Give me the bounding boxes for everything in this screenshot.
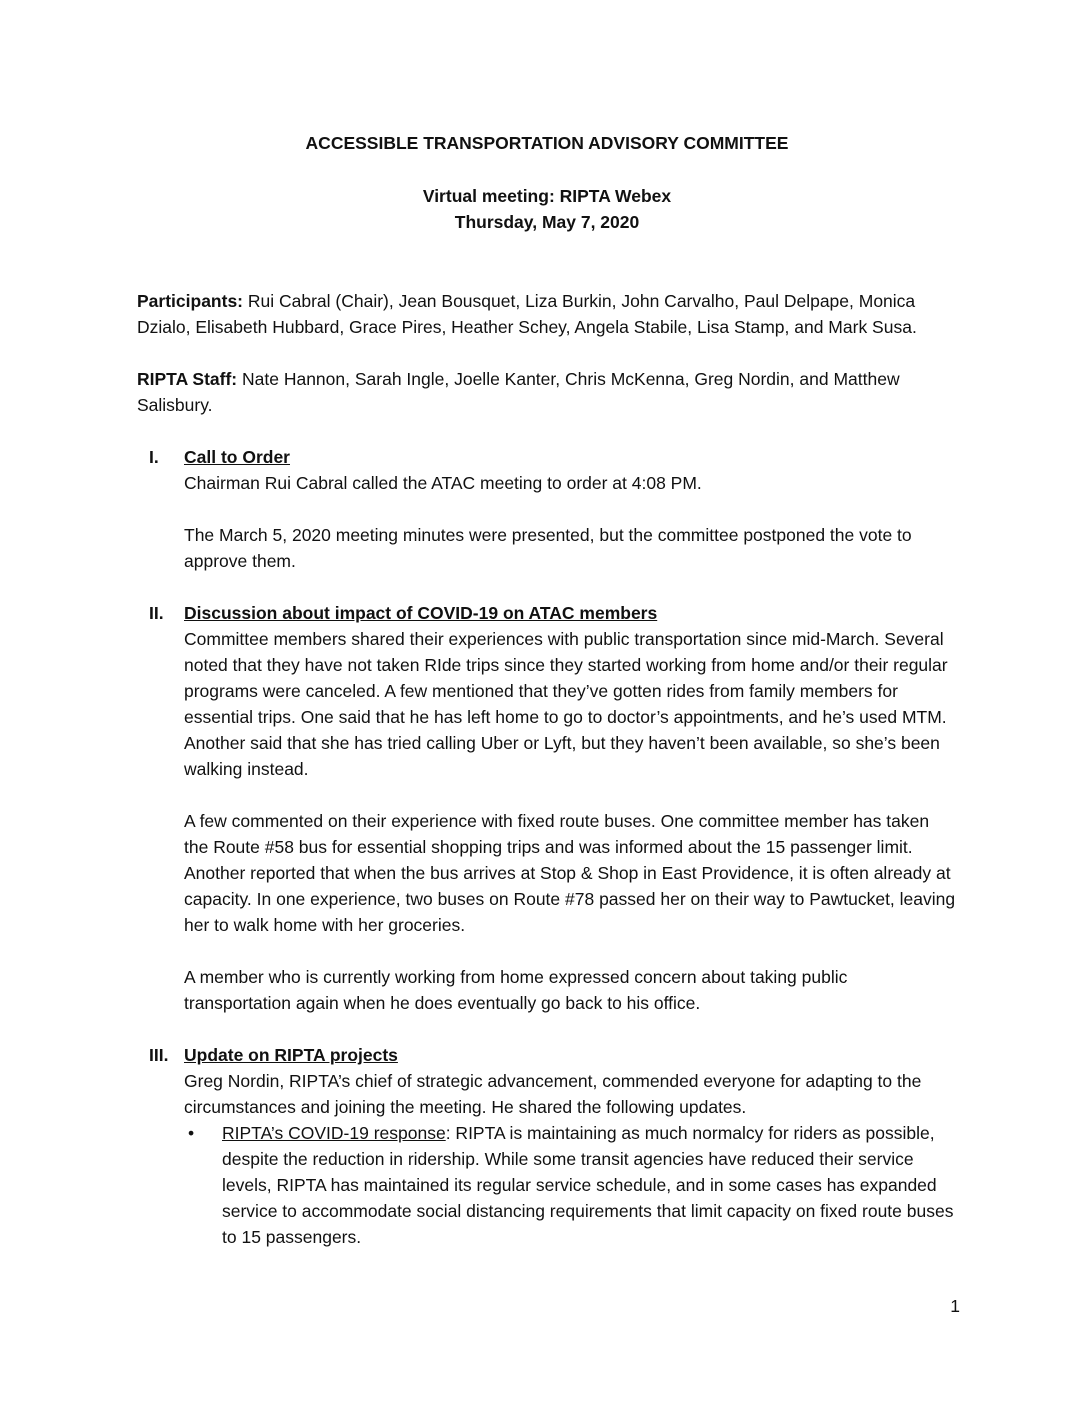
document-body <box>137 130 957 1276</box>
updates-list <box>184 1120 957 1250</box>
section-ripta-projects <box>137 1042 957 1250</box>
section-heading: Discussion about impact of COVID-19 on ATAC members <box>184 603 658 623</box>
staff-paragraph <box>137 366 957 418</box>
section-covid-discussion <box>137 600 957 1016</box>
section-paragraph: A member who is currently working from home expressed concern about taking public transportation again when he does eventually go back to his office. <box>184 967 848 1013</box>
staff-label: RIPTA Staff: <box>137 369 238 389</box>
participants-list: Rui Cabral (Chair), Jean Bousquet, Liza Burkin, John Carvalho, Paul Delpape, Monica Dzialo, Elisabeth Hubbard, Grace Pires, Heather Schey, Angela Stabile, Lisa Stamp, and Mark Susa. <box>137 291 917 337</box>
meeting-date: Thursday, May 7, 2020 <box>454 212 640 232</box>
list-item <box>184 1120 957 1250</box>
section-paragraph: A few commented on their experience with fixed route buses. One committee member has taken the Route #58 bus for essential shopping trips and was informed about the 15 passenger limit. Another reported that when the bus arrives at Stop & Shop in East Providence, it is often already at capacity. In one experience, two buses on Route #78 passed her on their way to Pawtucket, leaving her to walk home with her groceries. <box>184 811 956 935</box>
participants-paragraph <box>137 288 957 340</box>
section-paragraph: Committee members shared their experiences with public transportation since mid-March. Several noted that they have not taken RIde trips since they started working from home and/or their regular programs were canceled. A few mentioned that they’ve gotten rides from family members for essential trips. One said that he has left home to go to doctor’s appointments, and he’s used MTM. Another said that she has tried calling Uber or Lyft, but they haven’t been available, so she’s been walking instead. <box>184 629 948 779</box>
section-number: III. <box>149 1045 169 1065</box>
bullet-text: : RIPTA is maintaining as much normalcy for riders as possible, despite the reduction in ridership. While some transit agencies have reduced their service levels, RIPTA has maintained its regular service schedule, and in some cases has expanded service to accommodate social distancing requirements that limit capacity on fixed route buses to 15 passengers. <box>222 1123 954 1247</box>
document-title: ACCESSIBLE TRANSPORTATION ADVISORY COMMITTEE <box>305 133 789 153</box>
section-number: II. <box>149 603 164 623</box>
page-number: 1 <box>950 1296 960 1316</box>
section-paragraph: Greg Nordin, RIPTA’s chief of strategic advancement, commended everyone for adapting to the circumstances and joining the meeting. He shared the following updates. <box>184 1071 922 1117</box>
section-call-to-order <box>137 444 957 574</box>
bullet-label: RIPTA’s COVID-19 response <box>222 1123 446 1143</box>
section-paragraph: The March 5, 2020 meeting minutes were presented, but the committee postponed the vote to approve them. <box>184 525 912 571</box>
section-number: I. <box>149 447 159 467</box>
meeting-location: Virtual meeting: RIPTA Webex <box>422 186 672 206</box>
participants-label: Participants: <box>137 291 243 311</box>
section-heading: Call to Order <box>184 447 290 467</box>
section-heading: Update on RIPTA projects <box>184 1045 398 1065</box>
section-paragraph: Chairman Rui Cabral called the ATAC meeting to order at 4:08 PM. <box>184 473 702 493</box>
staff-list: Nate Hannon, Sarah Ingle, Joelle Kanter, Chris McKenna, Greg Nordin, and Matthew Salisbury. <box>137 369 900 415</box>
bullet-icon: • <box>188 1123 195 1143</box>
